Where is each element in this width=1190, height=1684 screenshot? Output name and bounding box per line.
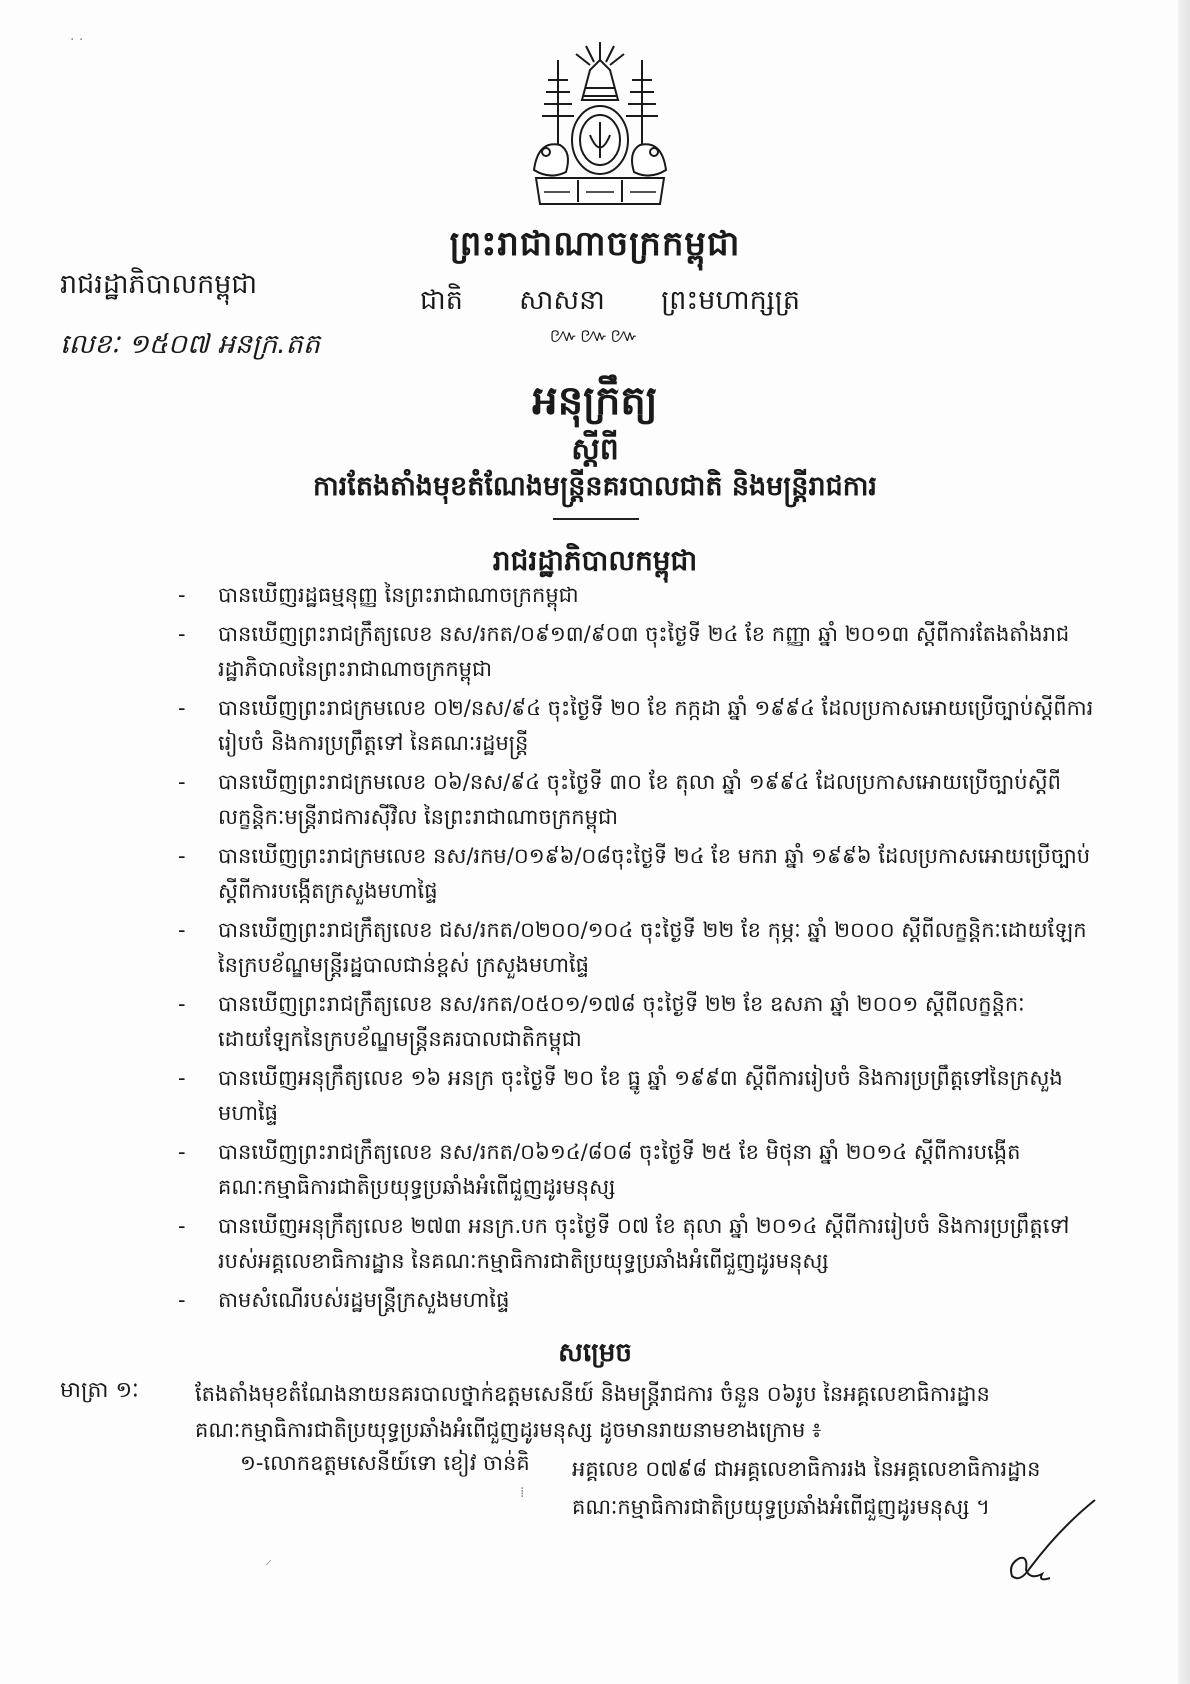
scan-speck: · ·	[70, 32, 84, 48]
recital-item: - បានឃើញព្រះរាជក្រឹត្យលេខ នស/រកត/០៩១៣/៩០៣ ចុះថ្ងៃទី ២៤ ខែ កញ្ញា ឆ្នាំ ២០១៣ ស្តីពីការតែងតាំងរាជរដ្ឋាភិបាលនៃព្រះរាជាណាចក្រកម្ពុជា	[178, 622, 1070, 681]
recital-text: តាមសំណើរបស់រដ្ឋមន្ត្រីក្រសួងមហាផ្ទៃ	[218, 1288, 510, 1312]
scan-speck: ⸝	[265, 1552, 272, 1568]
national-motto	[420, 284, 800, 323]
page-edge	[1178, 0, 1190, 1684]
royal-emblem-icon	[520, 40, 680, 210]
motto-nation: ជាតិ	[420, 285, 463, 316]
recital-item: - បានឃើញព្រះរាជក្រឹត្យលេខ នស/រកត/០៦១៤/៨០៨ ចុះថ្ងៃទី ២៥ ខែ មិថុនា ឆ្នាំ ២០១៤ ស្តីពីការបង្កើតគណៈកម្មាធិការជាតិប្រយុទ្ធប្រឆាំងអំពើជួញដូរមនុស្ស	[178, 1140, 1021, 1199]
recital-text: បានឃើញព្រះរាជក្រមលេខ នស/រកម/០១៩៦/០៨ចុះថ្ងៃទី ២៤ ខែ មករា ឆ្នាំ ១៩៩៦ ដែលប្រកាសអោយប្រើច្បាប់ស្តីពីការបង្កើតក្រសួងមហាផ្ទៃ	[218, 844, 1091, 903]
recital-text: បានឃើញរដ្ឋធម្មនុញ្ញ នៃព្រះរាជាណាចក្រកម្ពុជា	[218, 583, 579, 607]
recital-text: បានឃើញព្រះរាជក្រឹត្យលេខ ជស/រកត/០២០០/១០៤ ចុះថ្ងៃទី ២២ ខែ កុម្ភៈ ឆ្នាំ ២០០០ ស្តីពីលក្ខន្តិកៈដោយឡែកនៃក្របខ័ណ្ឌមន្ត្រីរដ្ឋបាលជាន់ខ្ពស់ ក្រសួងមហាផ្ទៃ	[218, 918, 1087, 977]
recital-item: - បានឃើញអនុក្រឹត្យលេខ ១៦ អនក្រ ចុះថ្ងៃទី ២០ ខែ ធ្នូ ឆ្នាំ ១៩៩៣ ស្តីពីការរៀបចំ និងការប្រព្រឹត្តទៅនៃក្រសួងមហាផ្ទៃ	[178, 1066, 1063, 1125]
recital-text: បានឃើញព្រះរាជក្រមលេខ ០២/នស/៩៤ ចុះថ្ងៃទី ២០ ខែ កក្កដា ឆ្នាំ ១៩៩៤ ដែលប្រកាសអោយប្រើច្បាប់ស្តីពីការរៀបចំ និងការប្រព្រឹត្តទៅ នៃគណៈរដ្ឋមន្ត្រី	[218, 696, 1094, 755]
recital-item: - បានឃើញព្រះរាជក្រមលេខ ០២/នស/៩៤ ចុះថ្ងៃទី ២០ ខែ កក្កដា ឆ្នាំ ១៩៩៤ ដែលប្រកាសអោយប្រើច្បាប់ស្តីពីការរៀបចំ និងការប្រព្រឹត្តទៅ នៃគណៈរដ្ឋមន្ត្រី	[178, 696, 1094, 755]
kingdom-name: ព្រះរាជាណាចក្រកម្ពុជា	[449, 224, 741, 264]
recitals-list	[178, 578, 1098, 1322]
recital-item: - បានឃើញព្រះរាជក្រមលេខ ០៦/នស/៩៤ ចុះថ្ងៃទី ៣០ ខែ តុលា ឆ្នាំ ១៩៩៤ ដែលប្រកាសអោយប្រើច្បាប់ស្តីពីលក្ខន្តិកៈមន្ត្រីរាជការស៊ីវិល នៃព្រះរាជាណាចក្រកម្ពុជា	[178, 770, 1061, 829]
document-type: អនុក្រឹត្យ	[532, 378, 658, 424]
motto-religion: សាសនា	[519, 285, 605, 316]
recital-item: - បានឃើញព្រះរាជក្រមលេខ នស/រកម/០១៩៦/០៨ចុះថ្ងៃទី ២៤ ខែ មករា ឆ្នាំ ១៩៩៦ ដែលប្រកាសអោយប្រើច្បាប់ស្តីពីការបង្កើតក្រសួងមហាផ្ទៃ	[178, 844, 1091, 903]
recital-item: - បានឃើញរដ្ឋធម្មនុញ្ញ នៃព្រះរាជាណាចក្រកម្ពុជា	[178, 583, 579, 607]
decision-heading: សម្រេច	[558, 1338, 632, 1368]
signature-icon	[990, 1498, 1100, 1588]
document-subject: ការតែងតាំងមុខតំណែងមន្ត្រីនគរបាលជាតិ និងមន្ត្រីរាជការ	[312, 471, 878, 502]
recital-text: បានឃើញព្រះរាជក្រឹត្យលេខ នស/រកត/០៥០១/១៧៨ ចុះថ្ងៃទី ២២ ខែ ឧសភា ឆ្នាំ ២០០១ ស្តីពីលក្ខន្តិកៈដោយឡែកនៃក្របខ័ណ្ឌមន្ត្រីនគរបាលជាតិកម្ពុជា	[218, 992, 1025, 1051]
about-label: ស្តីពី	[571, 432, 619, 467]
recital-item: - បានឃើញអនុក្រឹត្យលេខ ២៧៣ អនក្រ.បក ចុះថ្ងៃទី ០៧ ខែ តុលា ឆ្នាំ ២០១៤ ស្តីពីការរៀបចំ និងការប្រព្រឹត្តទៅរបស់អគ្គលេខាធិការដ្ឋាន នៃគណៈកម្មាធិការជាតិប្រយុទ្ធប្រឆាំងអំពើជួញដូរមនុស្ស	[178, 1214, 1070, 1273]
recital-text: បានឃើញអនុក្រឹត្យលេខ ២៧៣ អនក្រ.បក ចុះថ្ងៃទី ០៧ ខែ តុលា ឆ្នាំ ២០១៤ ស្តីពីការរៀបចំ និងការប្រព្រឹត្តទៅរបស់អគ្គលេខាធិការដ្ឋាន នៃគណៈកម្មាធិការជាតិប្រយុទ្ធប្រឆាំងអំពើជួញដូរមនុស្ស	[218, 1214, 1070, 1273]
ornament-divider: ៚៚៚	[549, 323, 641, 347]
article-label: មាត្រា ១ៈ	[60, 1378, 139, 1403]
appointee-name: ១-លោកឧត្តមសេនីយ៍ទោ ខៀវ ចាន់គិ	[240, 1451, 530, 1475]
scan-speck: ⁞	[520, 1485, 525, 1501]
appointee-role: អគ្គលេខ ០៧៩៨ ជាអគ្គលេខាធិការរង នៃអគ្គលេខាធិការដ្ឋានគណៈកម្មាធិការជាតិប្រយុទ្ធប្រឆាំងអំពើជួញដូរមនុស្ស ។	[572, 1457, 1041, 1519]
issuer-heading: រាជរដ្ឋាភិបាលកម្ពុជា	[492, 544, 698, 577]
recital-item: - បានឃើញព្រះរាជក្រឹត្យលេខ ជស/រកត/០២០០/១០៤ ចុះថ្ងៃទី ២២ ខែ កុម្ភៈ ឆ្នាំ ២០០០ ស្តីពីលក្ខន្តិកៈដោយឡែកនៃក្របខ័ណ្ឌមន្ត្រីរដ្ឋបាលជាន់ខ្ពស់ ក្រសួងមហាផ្ទៃ	[178, 918, 1087, 977]
recital-text: បានឃើញអនុក្រឹត្យលេខ ១៦ អនក្រ ចុះថ្ងៃទី ២០ ខែ ធ្នូ ឆ្នាំ ១៩៩៣ ស្តីពីការរៀបចំ និងការប្រព្រឹត្តទៅនៃក្រសួងមហាផ្ទៃ	[218, 1066, 1063, 1125]
article-text: តែងតាំងមុខតំណែងនាយនគរបាលថ្នាក់ឧត្តមសេនីយ៍ និងមន្ត្រីរាជការ ចំនួន ០៦រូប នៃអគ្គលេខាធិការដ្ឋានគណៈកម្មាធិការជាតិប្រយុទ្ធប្រឆាំងអំពើជួញដូរមនុស្ស ដូចមានរាយនាមខាងក្រោម ៖	[195, 1382, 990, 1442]
issuing-government: រាជរដ្ឋាភិបាលកម្ពុជា	[60, 269, 258, 300]
recital-text: បានឃើញព្រះរាជក្រឹត្យលេខ នស/រកត/០៦១៤/៨០៨ ចុះថ្ងៃទី ២៥ ខែ មិថុនា ឆ្នាំ ២០១៤ ស្តីពីការបង្កើតគណៈកម្មាធិការជាតិប្រយុទ្ធប្រឆាំងអំពើជួញដូរមនុស្ស	[218, 1140, 1021, 1199]
recital-text: បានឃើញព្រះរាជក្រឹត្យលេខ នស/រកត/០៩១៣/៩០៣ ចុះថ្ងៃទី ២៤ ខែ កញ្ញា ឆ្នាំ ២០១៣ ស្តីពីការតែងតាំងរាជរដ្ឋាភិបាលនៃព្រះរាជាណាចក្រកម្ពុជា	[218, 622, 1070, 681]
motto-king: ព្រះមហាក្សត្រ	[661, 285, 800, 316]
document-number: លេខៈ ១៥០៧ អនក្រ.តត	[60, 329, 320, 360]
title-divider	[553, 518, 639, 520]
recital-item: - តាមសំណើរបស់រដ្ឋមន្ត្រីក្រសួងមហាផ្ទៃ	[178, 1288, 510, 1312]
recital-item: - បានឃើញព្រះរាជក្រឹត្យលេខ នស/រកត/០៥០១/១៧៨ ចុះថ្ងៃទី ២២ ខែ ឧសភា ឆ្នាំ ២០០១ ស្តីពីលក្ខន្តិកៈដោយឡែកនៃក្របខ័ណ្ឌមន្ត្រីនគរបាលជាតិកម្ពុជា	[178, 992, 1025, 1051]
recital-text: បានឃើញព្រះរាជក្រមលេខ ០៦/នស/៩៤ ចុះថ្ងៃទី ៣០ ខែ តុលា ឆ្នាំ ១៩៩៤ ដែលប្រកាសអោយប្រើច្បាប់ស្តីពីលក្ខន្តិកៈមន្ត្រីរាជការស៊ីវិល នៃព្រះរាជាណាចក្រកម្ពុជា	[218, 770, 1061, 829]
